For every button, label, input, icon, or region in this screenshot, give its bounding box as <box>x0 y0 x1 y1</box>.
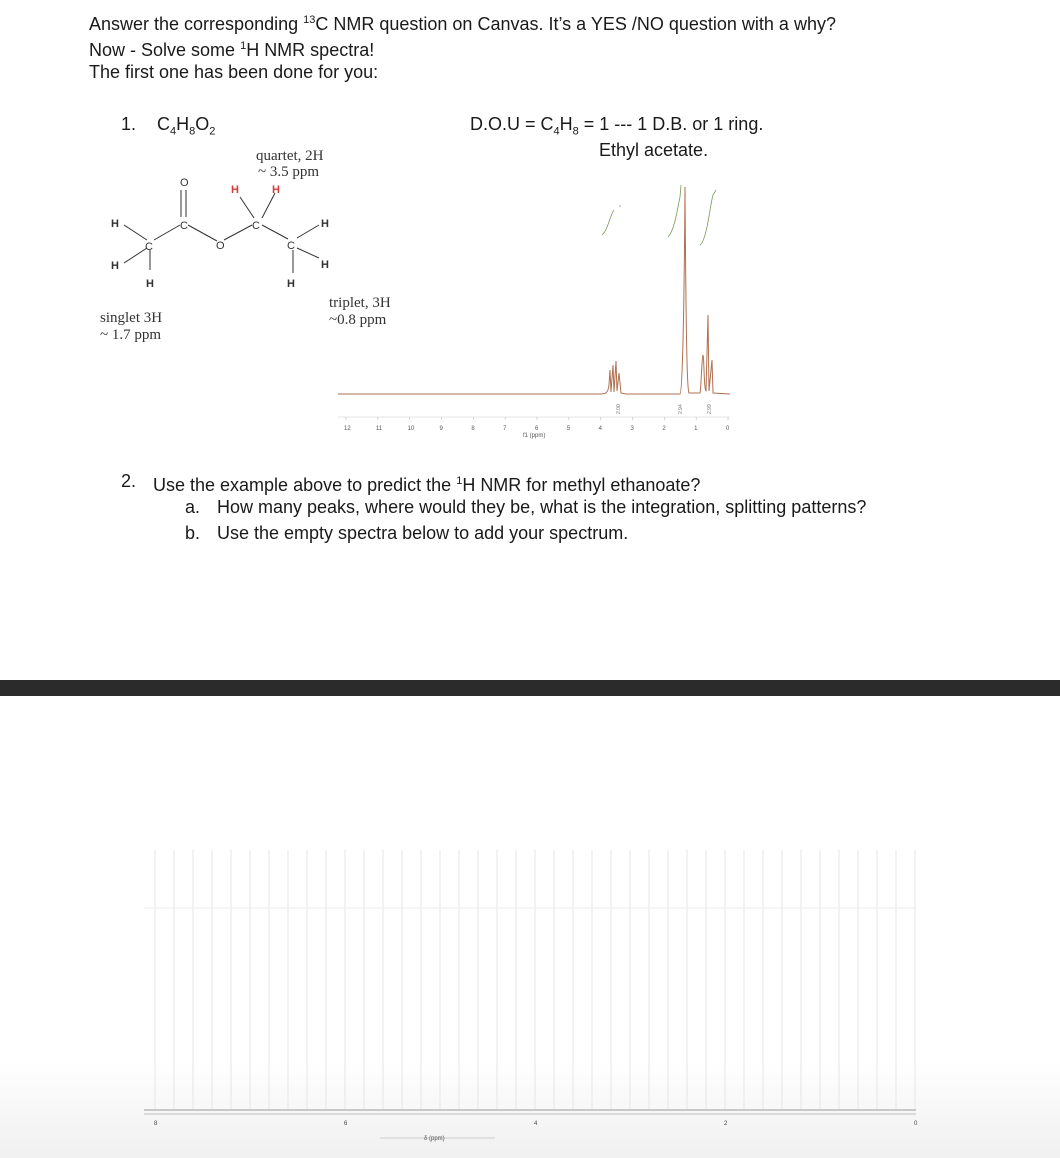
grid <box>155 850 915 1110</box>
bond <box>262 193 275 218</box>
bond <box>224 225 252 240</box>
bond <box>297 225 319 238</box>
integral-curve <box>602 205 620 235</box>
tick-label: 6 <box>535 426 539 432</box>
tick-label: 4 <box>598 426 603 432</box>
ethyl-acetate-structure <box>100 170 340 295</box>
q2-item-b-text: Use the empty spectra below to add your spectrum. <box>217 523 629 543</box>
integral-value: 2.00 <box>616 404 622 414</box>
bond <box>124 248 147 263</box>
atom-h: H <box>111 260 119 272</box>
atom-h: H <box>111 218 119 230</box>
singlet-shift: ~ 1.7 ppm <box>100 327 162 343</box>
tick-label: 2 <box>662 426 666 432</box>
q2-item-b-label: b. <box>185 523 201 543</box>
tick-label: 11 <box>375 426 383 432</box>
triplet-label: triplet, 3H <box>329 295 391 311</box>
q2-number: 2. <box>121 471 137 491</box>
tick-label: 8 <box>154 1121 158 1127</box>
atom-h-red: H <box>272 184 280 196</box>
atom-c: C <box>180 220 188 232</box>
q1-formula: $C_4H_8O_2$ <box>157 114 216 138</box>
bond <box>262 225 288 239</box>
atom-h: H <box>287 278 295 290</box>
tick-label: 8 <box>471 426 475 432</box>
axis-label: δ (ppm) <box>424 1136 445 1142</box>
triplet-shift: ~0.8 ppm <box>329 312 387 328</box>
page-separator <box>0 680 1060 696</box>
dou-line: $D.O.U = C_4H_8 = 1$ --- 1 D.B. or 1 ring. <box>470 114 764 138</box>
singlet-label: singlet 3H <box>100 310 163 326</box>
compound-name: Ethyl acetate. <box>599 140 709 160</box>
q1-number: 1. <box>121 114 137 134</box>
tick-labels <box>344 417 730 432</box>
tick-label: 7 <box>503 426 507 432</box>
tick-label: 0 <box>914 1121 918 1127</box>
atom-h-red: H <box>231 184 239 196</box>
intro-line-2: Now - Solve some $^1$H NMR spectra! <box>89 40 375 60</box>
q2-text: Use the example above to predict the $^1$H NMR for methyl ethanoate? <box>153 475 701 495</box>
atom-o: O <box>180 177 189 189</box>
integral-value: 2.99 <box>707 404 713 414</box>
tick-label: 5 <box>566 426 571 432</box>
axis-label: f1 (ppm) <box>523 433 546 439</box>
atom-c: C <box>252 220 260 232</box>
atom-o: O <box>216 240 225 252</box>
atom-c: C <box>145 241 153 253</box>
tick-label: 2 <box>724 1121 728 1127</box>
intro-line-1: Answer the corresponding $^{13}$C NMR question on Canvas. It’s a YES /NO question with a why? <box>89 14 836 34</box>
empty-spectrum <box>140 845 920 1145</box>
tick-label: 6 <box>344 1121 348 1127</box>
quartet-label: quartet, 2H <box>256 148 324 164</box>
integral-value: 2.94 <box>678 404 684 414</box>
tick-label: 3 <box>630 426 634 432</box>
bond <box>124 225 147 240</box>
tick-label: 10 <box>407 426 415 432</box>
integral-curve <box>668 185 716 245</box>
q2-item-a-text: How many peaks, where would they be, what is the integration, splitting patterns? <box>217 497 867 517</box>
tick-label: 4 <box>534 1121 538 1127</box>
bond <box>240 197 254 218</box>
tick-label: 12 <box>344 426 351 432</box>
bond <box>154 225 180 240</box>
tick-label: 1 <box>694 426 698 432</box>
tick-labels <box>154 1121 918 1127</box>
bond <box>297 248 319 258</box>
intro-line-3: The first one has been done for you: <box>89 62 379 82</box>
atom-c: C <box>287 240 295 252</box>
bond <box>188 225 217 241</box>
tick-label: 9 <box>439 426 443 432</box>
spectrum-trace <box>338 187 730 394</box>
q2-item-a-label: a. <box>185 497 201 517</box>
tick-label: 0 <box>726 426 730 432</box>
atom-h: H <box>321 259 329 271</box>
spectrum-1 <box>330 185 740 445</box>
atom-h: H <box>146 278 154 290</box>
quartet-shift: ~ 3.5 ppm <box>258 164 320 180</box>
atom-h: H <box>321 218 329 230</box>
